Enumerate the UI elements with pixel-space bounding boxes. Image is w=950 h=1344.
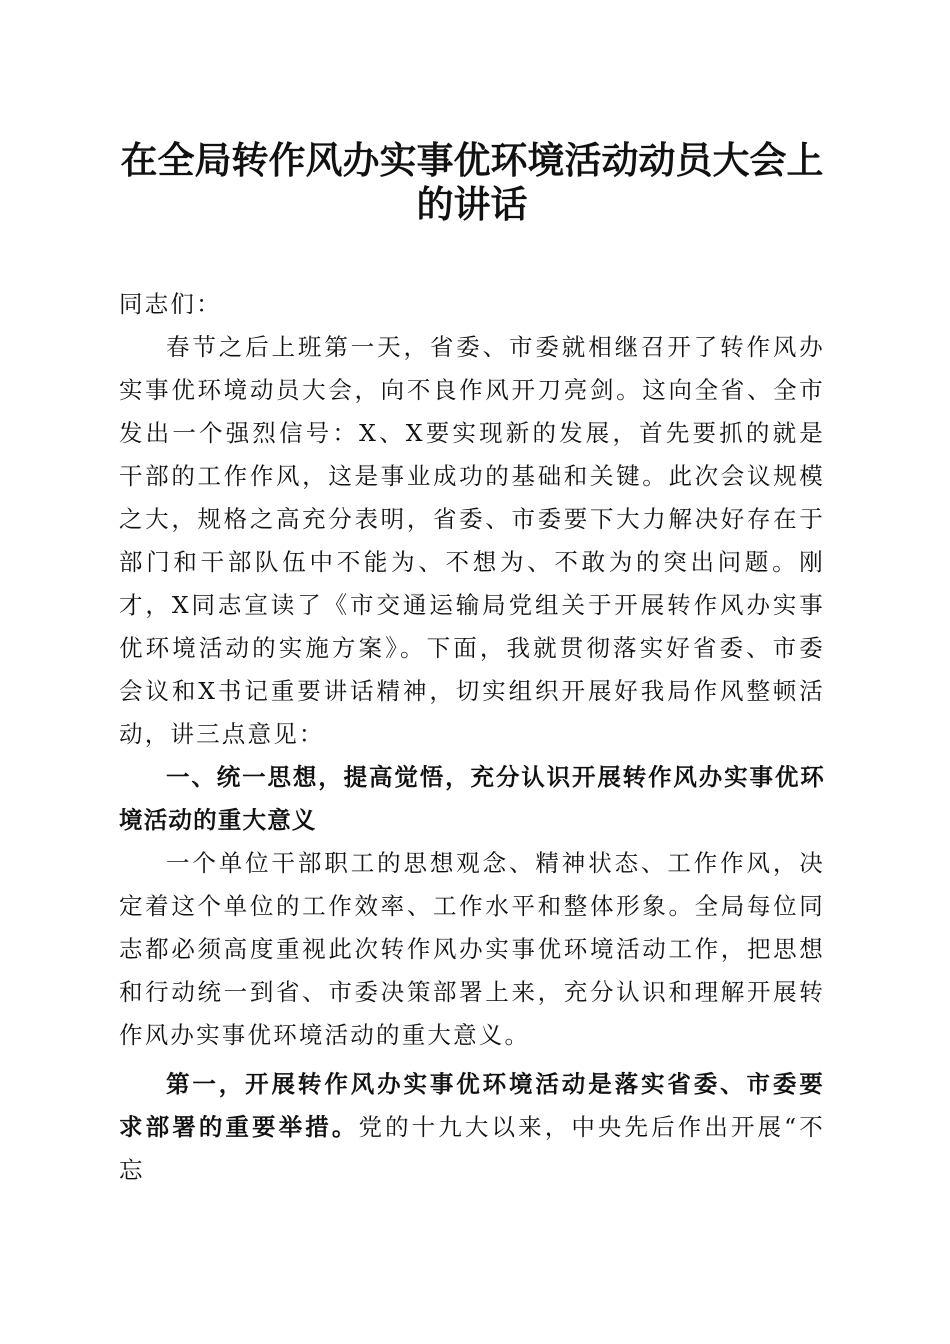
section-1-paragraph: 一个单位干部职工的思想观念、精神状态、工作作风，决定着这个单位的工作效率、工作水平和整体形象。全局每位同志都必须高度重视此次转作风办实事优环境活动工作，把思想和行动统一到省、市委决策部署上来，充分认识和理解开展转作风办实事优环境活动的重大意义。 bbox=[119, 849, 825, 1049]
section-heading-1: 一、统一思想，提高觉悟，充分认识开展转作风办实事优环境活动的重大意义 bbox=[119, 763, 825, 834]
salutation: 同志们： bbox=[119, 290, 222, 318]
intro-paragraph: 春节之后上班第一天，省委、市委就相继召开了转作风办实事优环境动员大会，向不良作风开刀亮剑。这向全省、全市发出一个强烈信号：X、X要实现新的发展，首先要抓的就是干部的工作作风，这是事业成功的基础和关键。此次会议规模之大，规格之高充分表明，省委、市委要下大力解决好存在于部门和干部队伍中不能为、不想为、不敢为的突出问题。刚才，X同志宣读了《市交通运输局党组关于开展转作风办实事优环境活动的实施方案》。下面，我就贯彻落实好省委、市委会议和X书记重要讲话精神，切实组织开展好我局作风整顿活动，讲三点意见： bbox=[119, 333, 825, 748]
document-page bbox=[119, 0, 825, 1192]
point-1-text: 党的十九大以来，中央先后作出开展“不忘 bbox=[119, 1113, 825, 1184]
document-body bbox=[119, 283, 825, 1192]
point-1-paragraph bbox=[119, 1063, 825, 1192]
document-title: 在全局转作风办实事优环境活动动员大会上的讲话 bbox=[120, 138, 824, 226]
point-1-lead: 第一，开展转作风办实事优环境活动是落实省委、市委要求部署的重要举措。 bbox=[119, 1070, 825, 1141]
